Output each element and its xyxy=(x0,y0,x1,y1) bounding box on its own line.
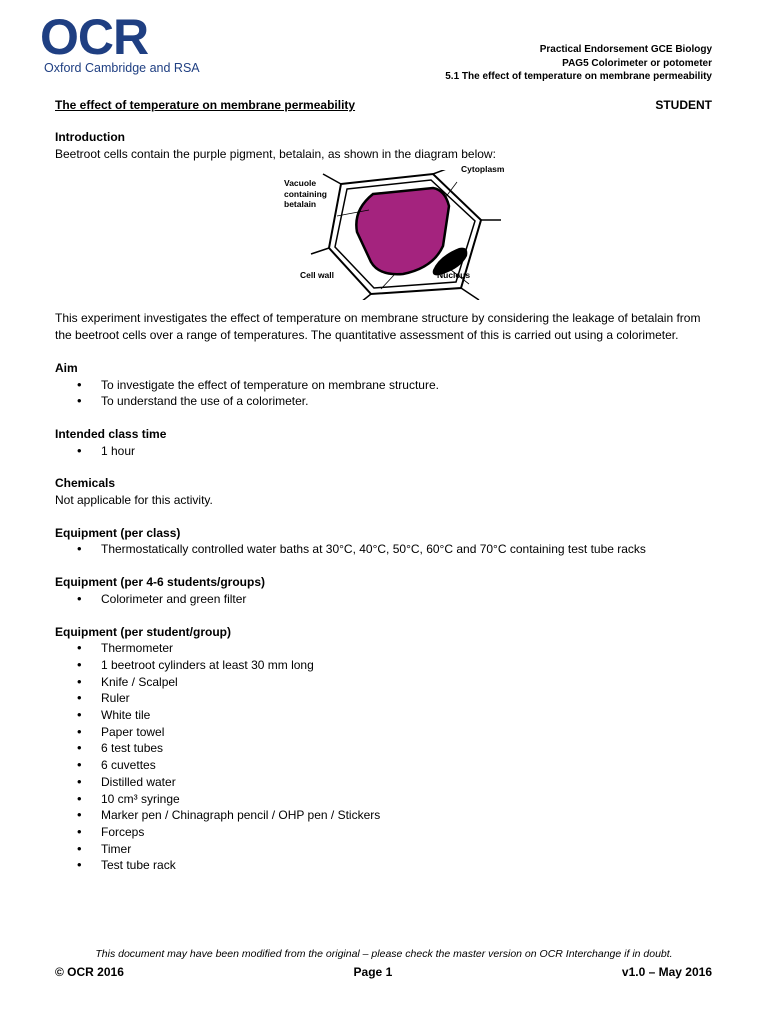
equipment-item: • Test tube rack xyxy=(55,857,715,874)
logo-subtitle: Oxford Cambridge and RSA xyxy=(44,61,200,75)
equipment-student-heading: Equipment (per student/group) xyxy=(55,624,231,639)
equipment-item: • Ruler xyxy=(55,690,715,707)
equipment-item: • 6 test tubes xyxy=(55,740,715,757)
equipment-groups-heading: Equipment (per 4-6 students/groups) xyxy=(55,575,266,590)
equipment-item: • White tile xyxy=(55,707,715,724)
footer-copyright: © OCR 2016 xyxy=(55,965,124,979)
equipment-class-item: • Thermostatically controlled water baths at 30°C, 40°C, 50°C, 60°C and 70°C containing test tube racks xyxy=(55,541,715,558)
nucleus-label: Nucleus xyxy=(437,270,471,281)
aim-item: • To investigate the effect of temperature on membrane structure. xyxy=(55,377,715,394)
chemicals-text: Not applicable for this activity. xyxy=(55,493,213,508)
cell-wall-extension xyxy=(433,170,449,174)
footer-page-number: Page 1 xyxy=(353,965,393,979)
introduction-heading: Introduction xyxy=(55,130,125,144)
equipment-groups-list xyxy=(55,591,715,608)
cell-wall-extension xyxy=(311,248,329,254)
equipment-item: • Paper towel xyxy=(55,724,715,741)
class-time-heading: Intended class time xyxy=(55,426,167,441)
beetroot-cell-diagram xyxy=(55,164,715,310)
ocr-wordmark xyxy=(40,14,200,60)
equipment-item: • Forceps xyxy=(55,824,715,841)
title-row xyxy=(55,98,712,112)
chemicals-heading: Chemicals xyxy=(55,476,116,491)
equipment-class-list xyxy=(55,541,715,558)
equipment-item: • Thermometer xyxy=(55,640,715,657)
role-label: STUDENT xyxy=(655,98,712,112)
equipment-item: • Knife / Scalpel xyxy=(55,674,715,691)
aim-item: • To understand the use of a colorimeter. xyxy=(55,393,715,410)
equipment-class-heading: Equipment (per class) xyxy=(55,525,181,540)
introduction-text: Beetroot cells contain the purple pigment, betalain, as shown in the diagram below: xyxy=(55,146,496,161)
equipment-item: • Marker pen / Chinagraph pencil / OHP pen / Stickers xyxy=(55,807,715,824)
footer-version: v1.0 – May 2016 xyxy=(621,965,712,979)
cell-wall-extension xyxy=(461,288,479,300)
header-line-2: PAG5 Colorimeter or potometer xyxy=(562,57,712,69)
vacuole-label xyxy=(284,178,327,210)
header-line-1: Practical Endorsement GCE Biology xyxy=(539,44,712,55)
class-time-list xyxy=(55,443,715,460)
page-title: The effect of temperature on membrane permeability xyxy=(55,98,356,112)
equipment-item: • 1 beetroot cylinders at least 30 mm long xyxy=(55,657,715,674)
class-time-item: • 1 hour xyxy=(55,443,715,460)
page-footer xyxy=(55,965,712,979)
aim-heading: Aim xyxy=(55,360,78,375)
ocr-wordmark-text: OCR xyxy=(40,14,149,60)
cell-wall-extension xyxy=(361,294,371,300)
footer-note: This document may have been modified from the original – please check the master version on OCR Interchange if in doubt. xyxy=(95,948,673,960)
equipment-item: • Distilled water xyxy=(55,774,715,791)
cell-wall-label: Cell wall xyxy=(300,270,335,281)
equipment-item: • 6 cuvettes xyxy=(55,757,715,774)
header-line-3: 5.1 The effect of temperature on membrane permeability xyxy=(445,71,712,82)
ocr-logo xyxy=(40,14,200,78)
document-body xyxy=(55,129,715,874)
vacuole-label-line-1: Vacuole xyxy=(284,178,317,189)
vacuole-label-line-2: containing xyxy=(284,188,327,199)
cytoplasm-label: Cytoplasm xyxy=(461,164,505,175)
vacuole-label-line-3: betalain xyxy=(284,199,317,210)
document-header xyxy=(445,43,712,84)
experiment-description: This experiment investigates the effect of temperature on membrane structure by considering the leakage of betalain from the beetroot cells over a range of temperatures. The quantitative assessment of this is carried out using a colorimeter. xyxy=(55,311,701,343)
equipment-item: • Timer xyxy=(55,841,715,858)
equipment-item: • 10 cm³ syringe xyxy=(55,791,715,808)
equipment-groups-item: • Colorimeter and green filter xyxy=(55,591,715,608)
equipment-student-list xyxy=(55,640,715,874)
aim-list xyxy=(55,377,715,410)
